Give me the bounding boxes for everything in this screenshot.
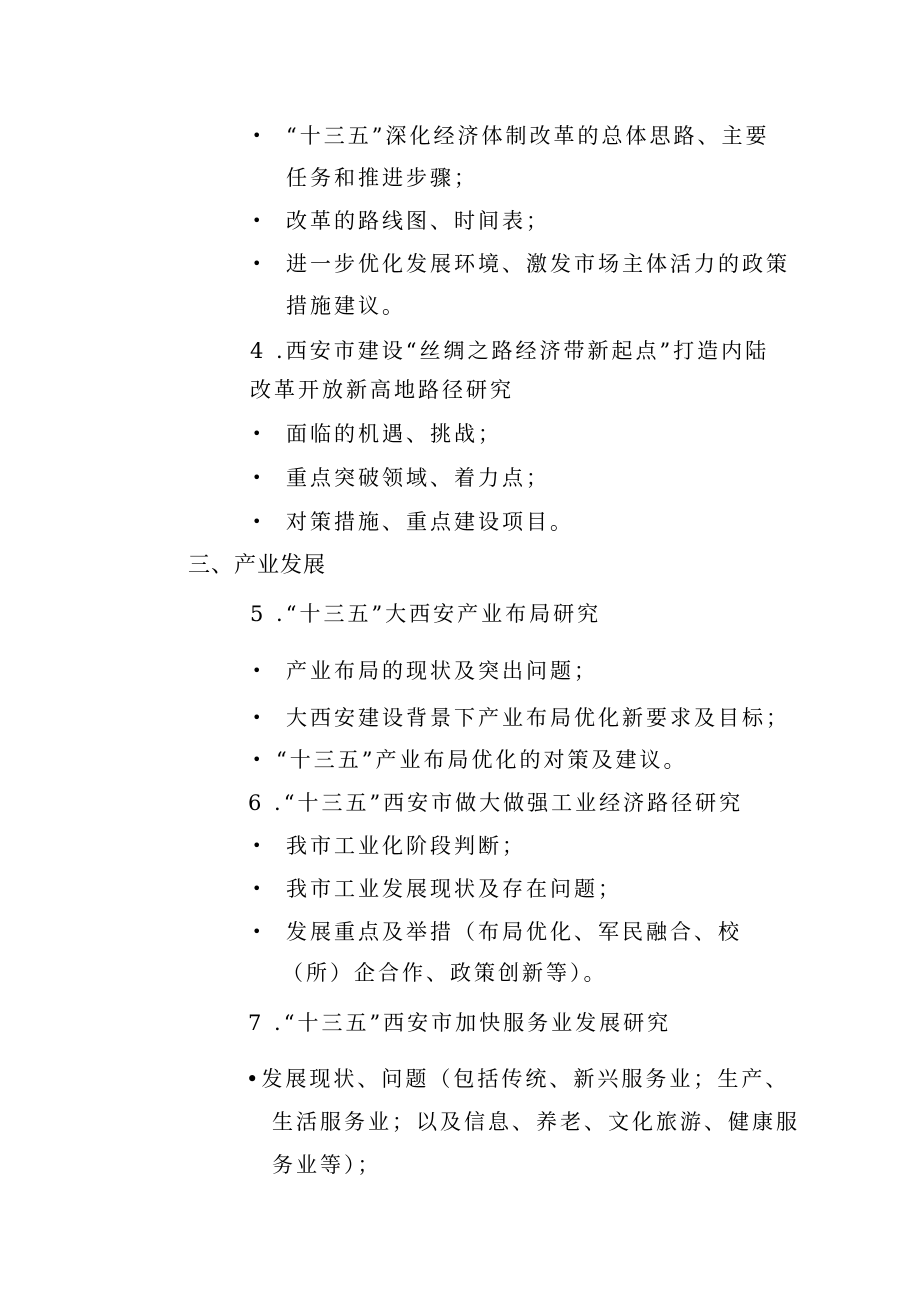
topic-title: 4 .西安市建设“丝绸之路经济带新起点”打造内陆: [250, 339, 770, 363]
bullet: •: [252, 254, 262, 273]
list-item-text: 发展重点及举措（布局优化、军民融合、校: [286, 920, 742, 944]
bullet: •: [252, 750, 262, 769]
list-item-text: 改革的路线图、时间表；: [286, 209, 550, 233]
list-item-text: 进一步优化发展环境、激发市场主体活力的政策: [286, 252, 790, 276]
list-item-text-continued: 生活服务业；以及信息、养老、文化旅游、健康服: [272, 1110, 800, 1134]
topic-title-continued: 改革开放新高地路径研究: [250, 378, 514, 402]
list-item-text: “十三五”产业布局优化的对策及建议。: [276, 748, 688, 772]
bullet: •: [252, 879, 262, 898]
list-item-text: 面临的机遇、挑战；: [286, 422, 502, 446]
list-item-text: 我市工业发展现状及存在问题；: [286, 877, 622, 901]
bullet: •: [252, 708, 262, 727]
topic-title: 6 .“十三五”西安市做大做强工业经济路径研究: [248, 791, 744, 815]
list-item-text: 对策措施、重点建设项目。: [286, 510, 574, 534]
bullet: •: [252, 211, 262, 230]
list-item-text-continued: 措施建议。: [286, 294, 406, 318]
list-item-text: •发展现状、问题（包括传统、新兴服务业；生产、: [246, 1067, 790, 1091]
list-item-text: 大西安建设背景下产业布局优化新要求及目标；: [286, 706, 790, 730]
bullet: •: [252, 836, 262, 855]
bullet: •: [252, 126, 262, 145]
list-item-text: 产业布局的现状及突出问题；: [286, 659, 598, 683]
section-heading: 三、产业发展: [188, 553, 327, 578]
list-item-text-continued: 任务和推进步骤；: [286, 166, 478, 190]
bullet: •: [252, 424, 262, 443]
bullet: •: [252, 661, 262, 680]
list-item-text: “十三五”深化经济体制改革的总体思路、主要: [286, 124, 770, 148]
list-item-text: 重点突破领域、着力点；: [286, 466, 550, 490]
list-item-text-continued: （所）企合作、政策创新等）。: [282, 961, 608, 985]
list-item-text: 我市工业化阶段判断；: [286, 834, 526, 858]
topic-title: 7 .“十三五”西安市加快服务业发展研究: [248, 1011, 672, 1035]
list-item-text-continued: 务业等）；: [272, 1153, 382, 1177]
bullet: •: [252, 468, 262, 487]
bullet: •: [252, 922, 262, 941]
bullet: •: [252, 512, 262, 531]
topic-title: 5 .“十三五”大西安产业布局研究: [250, 602, 602, 626]
